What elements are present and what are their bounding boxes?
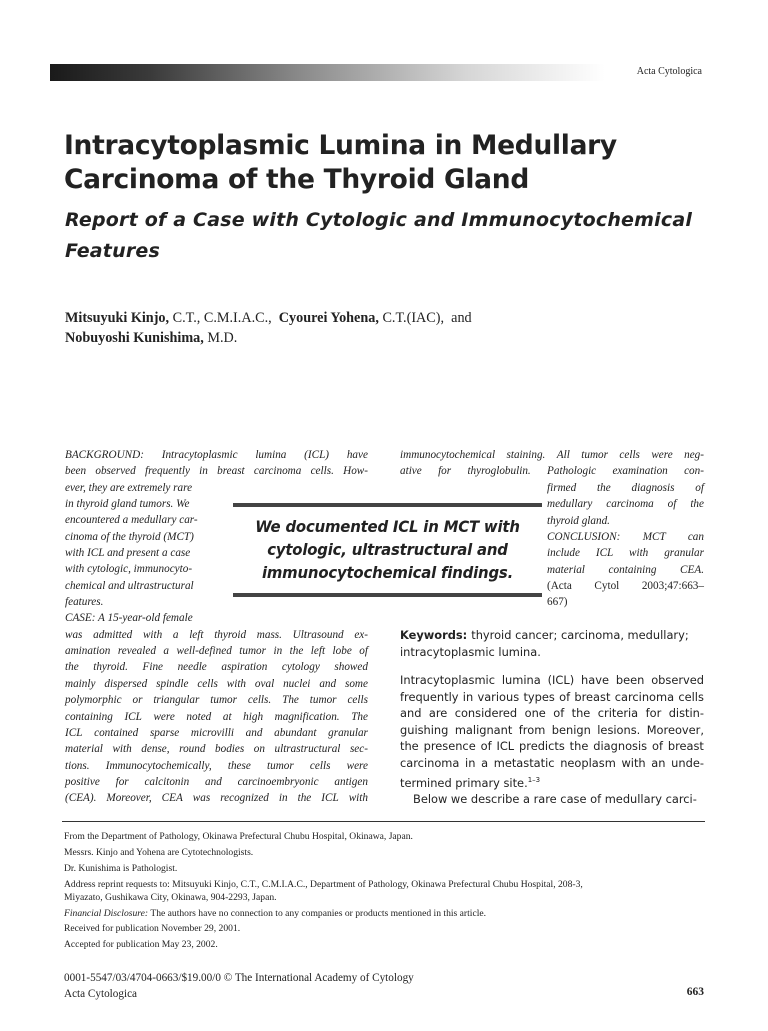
abstract-line: chemical and ultrastructural xyxy=(65,579,194,592)
footnote-line xyxy=(64,906,707,922)
page-number: 663 xyxy=(686,986,704,998)
author-credentials: C.T., C.M.I.A.C., xyxy=(172,310,272,326)
citation-line: 667) xyxy=(547,596,568,609)
abstract-line: firmed the diagnosis of xyxy=(547,482,704,494)
title-line: Carcinoma of the Thyroid Gland xyxy=(64,164,529,195)
footnote-line: Dr. Kunishima is Pathologist. xyxy=(64,862,178,874)
footnote-line: Messrs. Kinjo and Yohena are Cytotechnologists. xyxy=(64,846,254,858)
pull-quote-box xyxy=(233,503,542,597)
footnote-line: Miyazato, Gushikawa City, Okinawa, 904-2293, Japan. xyxy=(64,891,277,903)
abstract-line: features. xyxy=(65,596,104,609)
abstract-left-column xyxy=(65,447,368,807)
abstract-line: been observed frequently in breast carcinoma cells. How- xyxy=(65,465,368,478)
author-name: Nobuyoshi Kunishima, xyxy=(65,330,204,346)
author-name: Cyourei Yohena, xyxy=(278,310,379,326)
keywords-text: thyroid cancer; carcinoma, medullary; xyxy=(471,628,689,642)
citation-line: (Acta Cytol 2003;47:663– xyxy=(547,580,704,593)
abstract-line: mainly dispersed spindle cells with oval nuclei and some xyxy=(65,677,368,690)
abstract-line: material with dense, round bodies on ultrastructural sec- xyxy=(65,743,368,756)
abstract-line: thyroid gland. xyxy=(547,514,610,527)
abstract-line: with cytologic, immunocyto- xyxy=(65,563,193,576)
article-title xyxy=(64,129,704,197)
body-line: carcinoma in a metastatic neoplasm with an unde- xyxy=(400,755,704,770)
body-line-text: termined primary site. xyxy=(400,775,528,790)
footnote-line: Received for publication November 29, 2001. xyxy=(64,923,241,935)
abstract-line: CASE: A 15-year-old female xyxy=(65,612,193,625)
abstract-conclusion xyxy=(547,480,704,611)
pull-quote-line: cytologic, ultrastructural and xyxy=(267,540,508,559)
copyright-line: 0001-5547/03/4704-0663/$19.00/0 © The International Academy of Cytology xyxy=(64,972,414,984)
journal-name-header: Acta Cytologica xyxy=(636,66,702,77)
journal-name-footer: Acta Cytologica xyxy=(64,987,138,1000)
abstract-line: CONCLUSION: MCT can xyxy=(547,531,704,544)
abstract-line: include ICL with granular xyxy=(547,547,704,560)
abstract-line: amination revealed a well-defined tumor in the left lobe of xyxy=(65,645,368,658)
body-line: Below we describe a rare case of medullary carci- xyxy=(413,791,697,806)
abstract-line: encountered a medullary car- xyxy=(65,514,198,527)
keywords-label: Keywords: xyxy=(400,628,468,642)
body-text xyxy=(400,672,704,808)
body-line: Intracytoplasmic lumina (ICL) have been observed xyxy=(400,673,704,687)
pull-quote-bottom-rule xyxy=(233,593,542,597)
keywords-text: intracytoplasmic lumina. xyxy=(400,644,541,659)
abstract-line: was admitted with a left thyroid mass. Ultrasound ex- xyxy=(65,628,368,641)
author-list xyxy=(65,308,705,348)
abstract-line: positive for calcitonin and carcinoembryonic antigen xyxy=(65,775,368,788)
body-line: and are considered one of the criteria for distin- xyxy=(400,706,704,721)
subtitle-line: Report of a Case with Cytologic and Immunocytochemical xyxy=(65,209,693,231)
abstract-line: with ICL and present a case xyxy=(65,547,191,560)
abstract-line: ative for thyroglobulin. Pathologic examination con- xyxy=(400,465,704,478)
author-credentials: C.T.(IAC), xyxy=(382,310,445,326)
header-gradient-bar xyxy=(50,64,605,81)
body-line: guishing malignant from benign lesions. Moreover, xyxy=(400,722,704,737)
body-line xyxy=(400,772,704,791)
footnote-line: Accepted for publication May 23, 2002. xyxy=(64,939,218,951)
author-name: Mitsuyuki Kinjo, xyxy=(65,310,170,326)
abstract-line: immunocytochemical staining. All tumor cells were neg- xyxy=(400,449,704,461)
copyright-block xyxy=(64,971,707,1002)
abstract-right-column xyxy=(400,447,704,480)
abstract-line: (CEA). Moreover, CEA was recognized in the ICL with xyxy=(65,792,368,805)
abstract-line: tions. Immunocytochemically, these tumor cells were xyxy=(65,759,368,772)
abstract-line: ICL contained sparse microvilli and abundant granular xyxy=(65,726,368,739)
author-credentials: M.D. xyxy=(207,330,238,346)
abstract-line: medullary carcinoma of the xyxy=(547,498,704,511)
keywords xyxy=(400,627,704,660)
abstract-line: containing ICL were noted at high magnification. The xyxy=(65,710,368,723)
pull-quote-line: We documented ICL in MCT with xyxy=(255,517,520,536)
abstract-line: BACKGROUND: Intracytoplasmic lumina (ICL) have xyxy=(65,449,368,461)
footnote-label: Financial Disclosure: xyxy=(64,907,149,919)
author-conjunction: and xyxy=(451,310,472,326)
pull-quote-top-rule xyxy=(233,503,542,507)
footnote-line: Address reprint requests to: Mitsuyuki Kinjo, C.T., C.M.I.A.C., Department of Pathology, Okinawa Prefectural Chubu Hospital, 208-3, xyxy=(64,878,583,890)
body-line: the presence of ICL predicts the diagnosis of breast xyxy=(400,739,704,754)
abstract-line: cinoma of the thyroid (MCT) xyxy=(65,530,194,543)
abstract-line: material containing CEA. xyxy=(547,563,704,576)
subtitle-line: Features xyxy=(65,240,160,262)
body-line: frequently in various types of breast carcinoma cells xyxy=(400,689,704,704)
footnote-text: The authors have no connection to any companies or products mentioned in this article. xyxy=(150,907,487,919)
title-line: Intracytoplasmic Lumina in Medullary xyxy=(64,130,617,161)
article-subtitle xyxy=(65,205,705,267)
abstract-line: the thyroid. Fine needle aspiration cytology showed xyxy=(65,661,368,674)
abstract-line: ever, they are extremely rare xyxy=(65,481,193,494)
footnote-divider xyxy=(62,821,705,822)
pull-quote-line: immunocytochemical findings. xyxy=(261,563,514,582)
footnotes xyxy=(64,829,707,953)
abstract-line: in thyroid gland tumors. We xyxy=(65,498,190,511)
abstract-line: polymorphic or triangular tumor cells. The tumor cells xyxy=(65,694,368,707)
citation-ref: 1–3 xyxy=(527,775,541,784)
footnote-line: From the Department of Pathology, Okinawa Prefectural Chubu Hospital, Okinawa, Japan. xyxy=(64,831,413,842)
pull-quote xyxy=(248,515,528,584)
